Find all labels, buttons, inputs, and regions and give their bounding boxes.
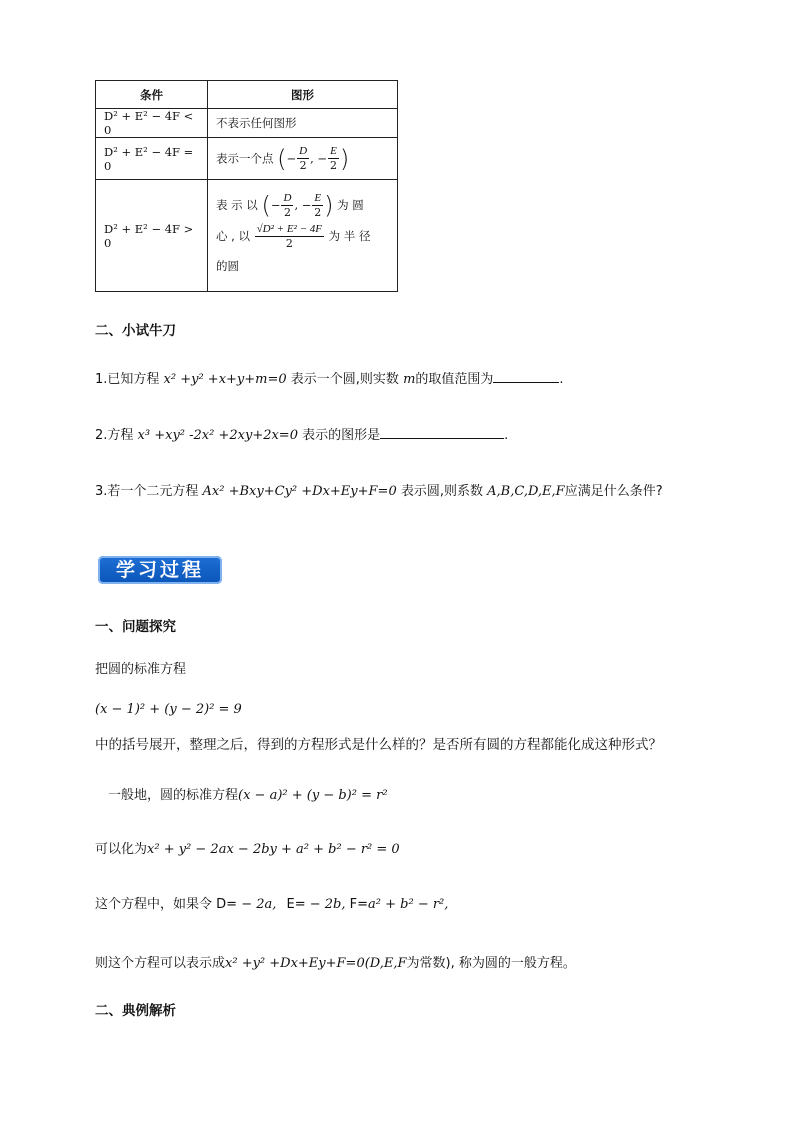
para3-equation: (x − a)² + (y − b)² = r² — [238, 788, 388, 803]
table-row-condition: D² + E² − 4F > 0 — [96, 180, 208, 292]
para3-text: 一般地，圆的标准方程 — [108, 788, 239, 803]
table-row-condition: D² + E² − 4F < 0 — [96, 109, 208, 138]
question-2 — [95, 424, 508, 443]
paragraph: 把圆的标准方程 — [95, 662, 187, 677]
para6-suffix: 为常数), 称为圆的一般方程。 — [406, 956, 576, 971]
para6-equation: x² +y² +Dx+Ey+F=0(D,E,F — [225, 956, 407, 971]
standard-equation: (x − 1)² + (y − 2)² = 9 — [95, 702, 242, 717]
question-3 — [95, 480, 663, 499]
para6-text: 则这个方程可以表示成 — [95, 956, 226, 971]
q1-variable: m — [403, 372, 416, 387]
answer-blank[interactable] — [380, 438, 504, 439]
radius-fraction: $\frac{\text{√D² + E² − 4F}}{2}$ — [256, 222, 322, 250]
q2-prefix: 2.方程 — [95, 428, 134, 443]
q2-end: . — [504, 428, 509, 443]
table-row-shape: 不表示任何图形 — [208, 109, 398, 138]
q1-end: . — [559, 372, 564, 387]
shape-text: 的圆 — [216, 258, 239, 273]
fraction: $\frac{D}{2}$ — [283, 192, 292, 220]
f-value: a² + b² − r², — [368, 897, 449, 912]
fraction: $\frac{D}{2}$ — [299, 145, 308, 172]
q2-text: 表示的图形是 — [302, 428, 381, 443]
learning-process-badge: 学习过程 — [98, 556, 222, 584]
paragraph-substitution — [95, 893, 448, 912]
q1-prefix: 1.已知方程 — [95, 372, 160, 387]
table-header-condition: 条件 — [96, 81, 208, 109]
paragraph-expanded — [95, 838, 400, 857]
answer-blank[interactable] — [493, 382, 559, 383]
shape-text: 为 半 径 — [328, 228, 371, 243]
fraction: $\frac{E}{2}$ — [314, 192, 322, 220]
q3-equation: Ax² +Bxy+Cy² +Dx+Ey+F=0 — [202, 484, 397, 499]
d-value: − 2a, — [241, 897, 277, 912]
section-heading-try: 二、小试牛刀 — [95, 323, 176, 339]
q3-prefix: 3.若一个二元方程 — [95, 484, 199, 499]
paragraph-general — [108, 784, 388, 803]
e-value: − 2b, — [309, 897, 346, 912]
shape-text: 心 , 以 — [216, 228, 250, 243]
q1-suffix: 的取值范围为 — [415, 372, 494, 387]
condition-table — [95, 80, 398, 292]
q3-text: 表示圆,则系数 — [400, 484, 483, 499]
shape-text: 表示一个点 — [216, 151, 274, 165]
table-row-shape: 表示一个点 (− $\frac{D}{2}$ , − $\frac{E}{2}$ ) — [208, 138, 398, 180]
para5-text: 这个方程中，如果令 D= — [95, 897, 238, 912]
paragraph-general-form — [95, 952, 576, 971]
f-label: F= — [349, 897, 369, 912]
section-heading-example: 二、典例解析 — [95, 1003, 176, 1019]
table-row-condition: D² + E² − 4F = 0 — [96, 138, 208, 180]
q1-text: 表示一个圆,则实数 — [290, 372, 399, 387]
q3-suffix: 应满足什么条件? — [564, 484, 663, 499]
para4-text: 可以化为 — [95, 842, 148, 857]
q2-equation: x³ +xy² -2x² +2xy+2x=0 — [137, 428, 298, 443]
q1-equation: x² +y² +x+y+m=0 — [163, 372, 287, 387]
table-row-shape: 表 示 以 (− $\frac{D}{2}$ , − $\frac{E}{2}$ ) 为 圆 心 , 以 $\frac{\text{√D² + E² − 4F}}{2}$ 为 半 径 的圆 — [208, 180, 398, 292]
para4-equation: x² + y² − 2ax − 2by + a² + b² − r² = 0 — [147, 842, 400, 857]
shape-text: 表 示 以 — [216, 198, 258, 213]
e-label: E= — [286, 897, 306, 912]
paragraph: 中的括号展开，整理之后，得到的方程形式是什么样的？是否所有圆的方程都能化成这种形式？ — [95, 737, 662, 753]
shape-text: 为 圆 — [337, 198, 364, 213]
table-header-shape: 图形 — [208, 81, 398, 109]
question-1 — [95, 368, 564, 387]
q3-variables: A,B,C,D,E,F — [487, 484, 565, 499]
fraction: $\frac{E}{2}$ — [329, 145, 337, 172]
section-heading-explore: 一、问题探究 — [95, 619, 176, 635]
